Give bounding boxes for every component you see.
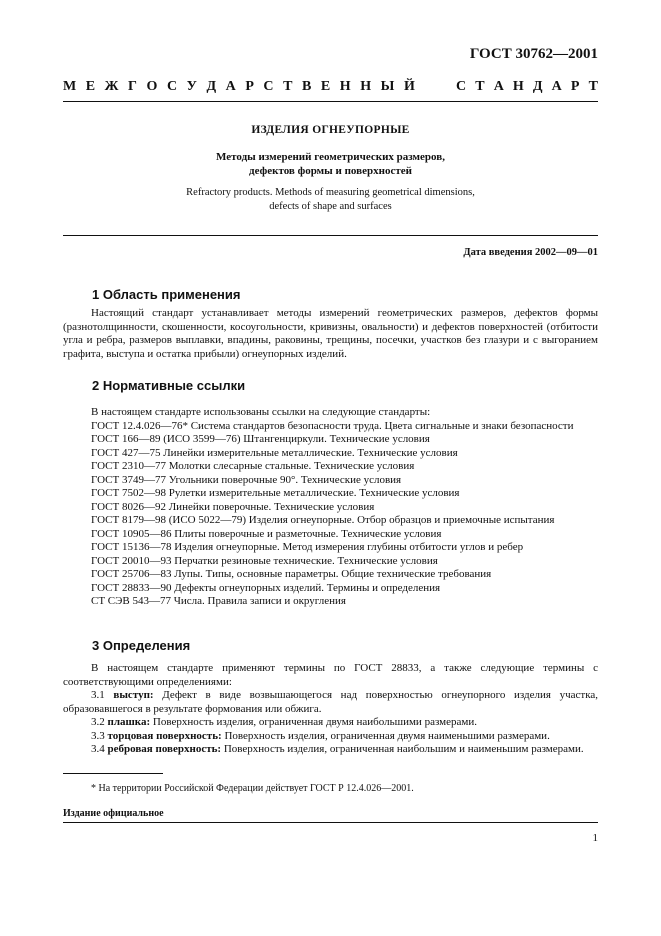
definition-text: Поверхность изделия, ограниченная двумя наибольшими размерами.: [150, 716, 477, 728]
subtitle-line-2: дефектов формы и поверхностей: [249, 164, 412, 177]
banner-letter: Д: [532, 79, 543, 94]
banner-letter: О: [146, 79, 158, 94]
definitions: [63, 662, 598, 757]
definition-term: торцовая поверхность:: [107, 729, 222, 742]
banner-letter: С: [166, 79, 178, 94]
reference-item: ГОСТ 15136—78 Изделия огнеупорные. Метод измерения глубины отбитости углов и ребер: [91, 541, 524, 553]
banner-letter: Р: [570, 79, 580, 94]
banner-letter: Ы: [380, 79, 395, 94]
reference-item: ГОСТ 12.4.026—76* Система стандартов безопасности труда. Цвета сигнальные и знаки безопасности: [91, 419, 574, 432]
edition-divider: [63, 822, 598, 823]
definition-item: [63, 743, 598, 757]
reference-item: ГОСТ 3749—77 Угольники поверочные 90°. Технические условия: [91, 473, 402, 486]
title-divider: [63, 235, 598, 236]
english-title-line-1: Refractory products. Methods of measuring geometrical dimensions,: [186, 187, 475, 198]
reference-item: ГОСТ 25706—83 Лупы. Типы, основные параметры. Общие технические требования: [91, 568, 492, 580]
section-1-text: [63, 307, 598, 361]
definition-text: Поверхность изделия, ограниченная наибольшим и наименьшим размерами.: [221, 743, 584, 755]
banner-letter: А: [551, 79, 562, 94]
banner-letter: А: [225, 79, 236, 94]
reference-item: ГОСТ 8179—98 (ИСО 5022—79) Изделия огнеупорные. Отбор образцов и приемочные испытания: [91, 514, 555, 526]
references-intro: В настоящем стандарте использованы ссылки на следующие стандарты:: [91, 406, 431, 418]
banner-letter: Е: [85, 79, 96, 94]
definition-item: [63, 730, 598, 744]
banner-letter: М: [63, 79, 77, 94]
reference-item: ГОСТ 166—89 (ИСО 3599—76) Штангенциркули. Технические условия: [91, 433, 430, 445]
banner-letter: Н: [339, 79, 351, 94]
banner-letter: А: [493, 79, 504, 94]
reference-item: ГОСТ 2310—77 Молотки слесарные стальные. Технические условия: [91, 460, 415, 472]
subtitle-line-1: Методы измерений геометрических размеров,: [216, 151, 445, 163]
banner-letter: У: [186, 79, 197, 94]
banner-letter: Н: [512, 79, 524, 94]
reference-item: ГОСТ 20010—93 Перчатки резиновые технические. Технические условия: [91, 554, 438, 567]
footnote-divider: [63, 773, 163, 774]
official-edition-label: Издание официальное: [63, 808, 164, 819]
banner-letter: Е: [320, 79, 331, 94]
section-2-heading: 2 Нормативные ссылки: [92, 378, 246, 393]
definition-term: выступ:: [113, 689, 154, 701]
definition-term: ребровая поверхность:: [107, 743, 222, 755]
normative-references: [63, 406, 598, 609]
definitions-intro: В настоящем стандарте применяют термины по ГОСТ 28833, а также следующие термины с соответствующими определениями:: [63, 662, 598, 688]
section-1-heading: 1 Область применения: [92, 287, 241, 302]
definition-number: 3.4: [91, 743, 105, 755]
banner-letter: Ж: [104, 79, 119, 94]
reference-item: ГОСТ 10905—86 Плиты поверочные и разметочные. Технические условия: [91, 527, 442, 540]
document-title: ИЗДЕЛИЯ ОГНЕУПОРНЫЕ: [251, 124, 410, 136]
footnote: * На территории Российской Федерации действует ГОСТ Р 12.4.026—2001.: [91, 783, 414, 794]
banner-letter: Т: [475, 79, 485, 94]
banner-letter: Д: [206, 79, 217, 94]
definition-number: 3.3: [91, 729, 105, 742]
definition-number: 3.2: [91, 716, 105, 728]
english-title: [63, 186, 598, 213]
interstate-standard-banner: [63, 79, 598, 95]
banner-letter: С: [263, 79, 274, 94]
definition-text: Поверхность изделия, ограниченная двумя наименьшими размерами.: [221, 729, 550, 742]
reference-item: ГОСТ 8026—92 Линейки поверочные. Технические условия: [91, 500, 375, 513]
banner-letter: Г: [128, 79, 137, 94]
page-number: 1: [592, 832, 598, 844]
definition-term: плашка:: [107, 716, 151, 728]
definition-text: Дефект в виде возвышающегося над поверхностью огнеупорного изделия участка, образовавшегося в результате формования или обжига.: [63, 689, 599, 715]
introduction-date: Дата введения 2002—09—01: [463, 247, 598, 258]
interstate-word: [63, 79, 415, 95]
definition-number: 3.1: [91, 689, 105, 701]
banner-letter: С: [456, 79, 467, 94]
banner-letter: В: [301, 79, 312, 94]
banner-letter: Й: [403, 79, 415, 94]
banner-letter: Т: [588, 79, 598, 94]
section-3-heading: 3 Определения: [92, 638, 191, 653]
scope-paragraph: Настоящий стандарт устанавливает методы измерений геометрических размеров, дефектов формы (разнотолщинности, скошенности, косоугольности, кривизны, овальности) и дефектов поверхностей (отбитости угла и ребра, размеров выплавки, впадины, раковины, трещины, посечки, участков без глазури и с выгоранием графита, выступа и остатка прибыли) огнеупорных изделий.: [63, 307, 598, 360]
reference-item: СТ СЭВ 543—77 Числа. Правила записи и округления: [91, 595, 346, 607]
banner-letter: Н: [360, 79, 372, 94]
reference-item: ГОСТ 7502—98 Рулетки измерительные металлические. Технические условия: [91, 487, 460, 499]
definition-item: [63, 716, 598, 730]
english-title-line-2: defects of shape and surfaces: [269, 200, 392, 212]
standard-id: ГОСТ 30762—2001: [469, 46, 598, 62]
reference-item: ГОСТ 427—75 Линейки измерительные металлические. Технические условия: [91, 446, 458, 459]
banner-letter: Р: [245, 79, 254, 94]
reference-item: ГОСТ 28833—90 Дефекты огнеупорных изделий. Термины и определения: [91, 581, 441, 594]
banner-letter: Т: [283, 79, 293, 94]
document-subtitle: [63, 151, 598, 178]
header-divider: [63, 101, 598, 102]
definition-item: [63, 689, 598, 716]
standard-word: [456, 79, 598, 95]
